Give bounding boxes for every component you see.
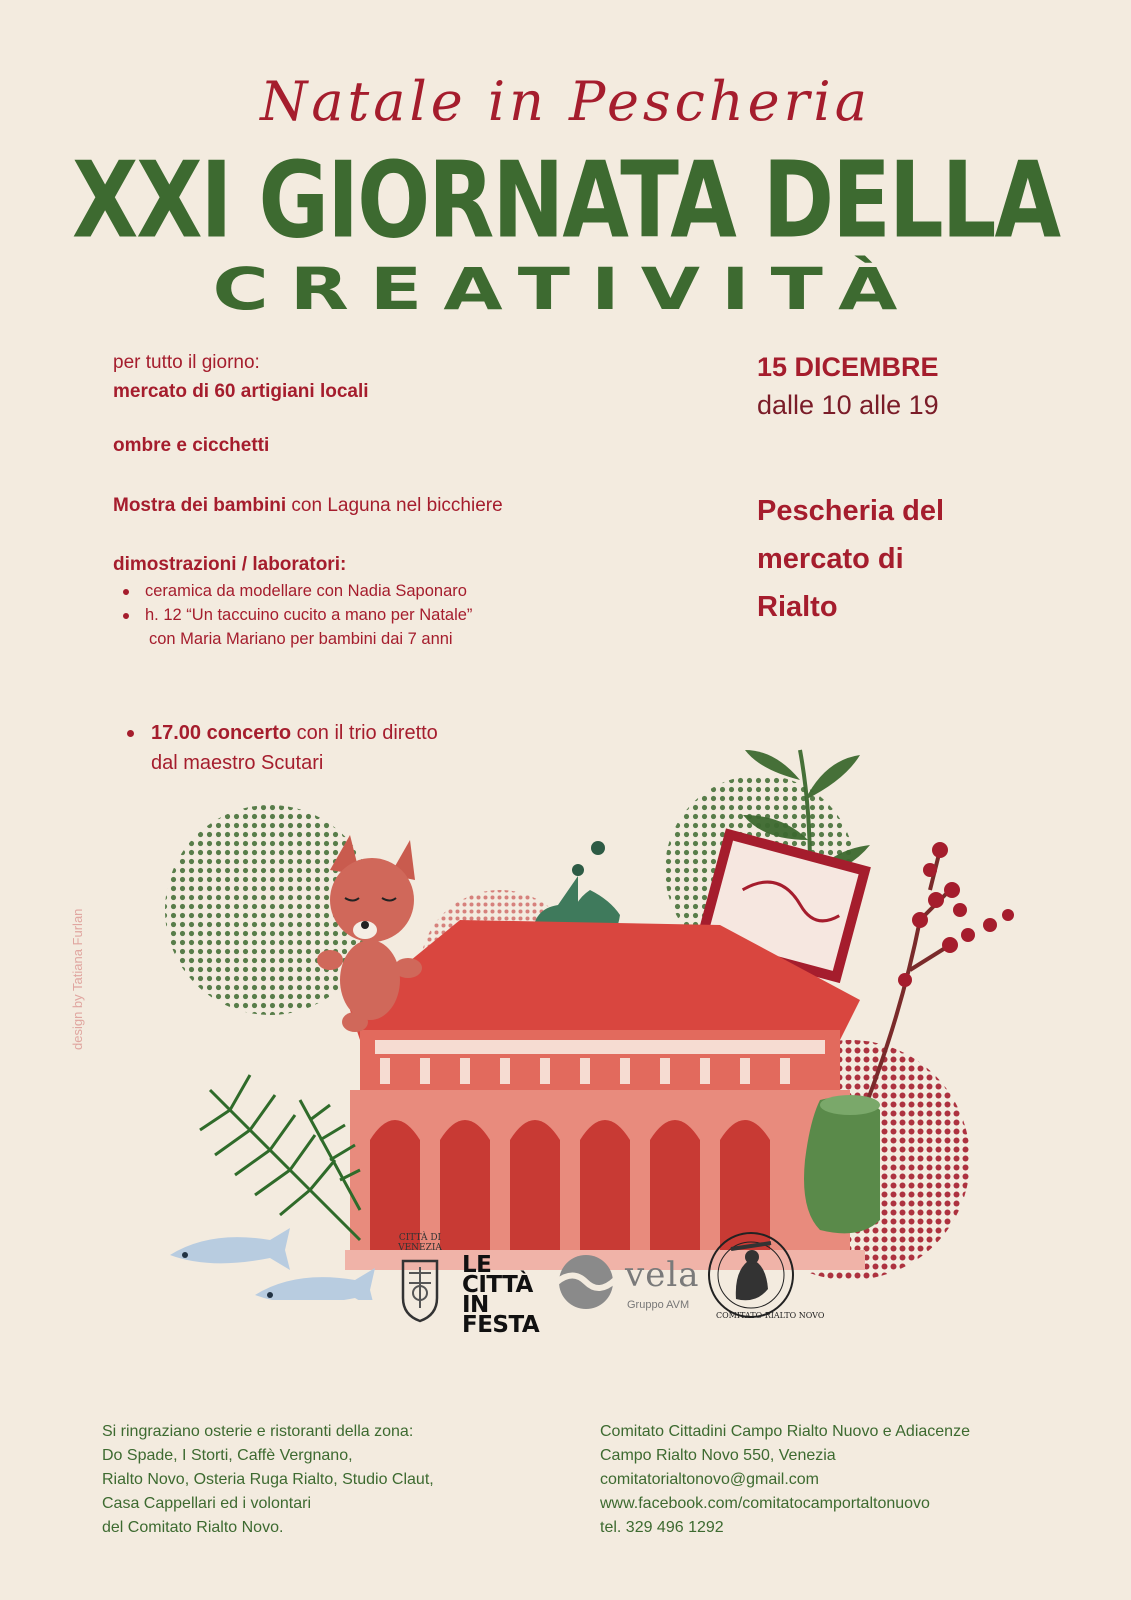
location-line: Rialto xyxy=(757,591,838,623)
festa-logo-line: CITTÀ xyxy=(462,1272,533,1298)
workshop-item-continued xyxy=(113,627,673,651)
market-building-illustration xyxy=(160,740,1060,1300)
concert-title: 17.00 concerto xyxy=(151,722,292,744)
contact-facebook-link[interactable]: www.facebook.com/comitatocamportaltonuovo xyxy=(600,1495,930,1512)
vela-wordmark: vela xyxy=(625,1255,700,1295)
comitato-rialto-novo-logo xyxy=(706,1229,825,1326)
design-credit: design by Tatiana Furlan xyxy=(70,908,85,1050)
thanks-line: del Comitato Rialto Novo. xyxy=(102,1519,284,1536)
footer-contact xyxy=(600,1420,970,1540)
city-logo-line1: CITTÀ DI xyxy=(398,1233,442,1243)
thanks-line: Casa Cappellari ed i volontari xyxy=(102,1495,311,1512)
event-title-line2: CREATIVITÀ xyxy=(212,255,919,323)
building xyxy=(345,920,865,1270)
festa-logo-line: LE xyxy=(462,1252,492,1278)
vela-group: Gruppo AVM xyxy=(627,1299,690,1311)
thanks-line: Si ringraziano osterie e ristoranti della zona: xyxy=(102,1423,414,1440)
comitato-seal-icon xyxy=(706,1229,796,1321)
workshop-item: ceramica da modellare con Nadia Saponaro xyxy=(113,579,673,603)
thanks-line: Do Spade, I Storti, Caffè Vergnano, xyxy=(102,1447,353,1464)
program-exhibit-detail: con Laguna nel bicchiere xyxy=(286,495,503,516)
contact-email[interactable]: comitatorialtonovo@gmail.com xyxy=(600,1471,819,1488)
concert-conductor: dal maestro Scutari xyxy=(151,752,324,774)
citta-di-venezia-logo xyxy=(395,1233,445,1328)
event-date: 15 DICEMBRE xyxy=(757,352,939,382)
workshop-continued-text: con Maria Mariano per bambini dai 7 anni xyxy=(149,630,453,648)
location-line: Pescheria del xyxy=(757,495,944,527)
program-intro: per tutto il giorno: xyxy=(113,352,260,373)
program-exhibit xyxy=(113,491,673,520)
footer-thanks xyxy=(102,1420,434,1540)
workshop-list xyxy=(113,579,673,651)
sponsor-logos xyxy=(0,1225,1131,1338)
pine-branch xyxy=(200,1075,360,1240)
venezia-crest-icon xyxy=(395,1253,445,1323)
contact-address: Campo Rialto Novo 550, Venezia xyxy=(600,1447,836,1464)
city-logo-line2: VENEZIA xyxy=(398,1243,442,1253)
event-title-line1: XXI GIORNATA DELLA xyxy=(71,140,1060,262)
program-market: mercato di 60 artigiani locali xyxy=(113,381,369,402)
contact-phone: tel. 329 496 1292 xyxy=(600,1519,724,1536)
thanks-line: Rialto Novo, Osteria Ruga Rialto, Studio Claut, xyxy=(102,1471,434,1488)
event-subtitle: Natale in Pescheria xyxy=(260,70,871,133)
le-citta-in-festa-logo xyxy=(462,1252,540,1338)
contact-org: Comitato Cittadini Campo Rialto Nuovo e Adiacenze xyxy=(600,1423,970,1440)
event-when xyxy=(757,350,939,426)
program-workshops-title: dimostrazioni / laboratori: xyxy=(113,554,347,575)
green-vase xyxy=(804,1095,880,1233)
location-line: mercato di xyxy=(757,543,904,575)
program-exhibit-title: Mostra dei bambini xyxy=(113,495,287,516)
workshop-item: h. 12 “Un taccuino cucito a mano per Natale” xyxy=(113,603,673,627)
comitato-ring-text: COMITATO RIALTO NOVO xyxy=(716,1311,825,1320)
program-drinks: ombre e cicchetti xyxy=(113,435,270,456)
festa-logo-line: FESTA xyxy=(462,1312,540,1338)
festa-logo-line: IN xyxy=(462,1292,489,1318)
program-list xyxy=(113,348,673,651)
event-time: dalle 10 alle 19 xyxy=(757,390,939,420)
vela-wave-icon xyxy=(555,1255,617,1309)
concert-detail: con il trio diretto xyxy=(291,722,438,744)
event-location xyxy=(757,487,1017,631)
bullet-icon xyxy=(127,730,134,737)
vela-logo xyxy=(555,1255,700,1314)
